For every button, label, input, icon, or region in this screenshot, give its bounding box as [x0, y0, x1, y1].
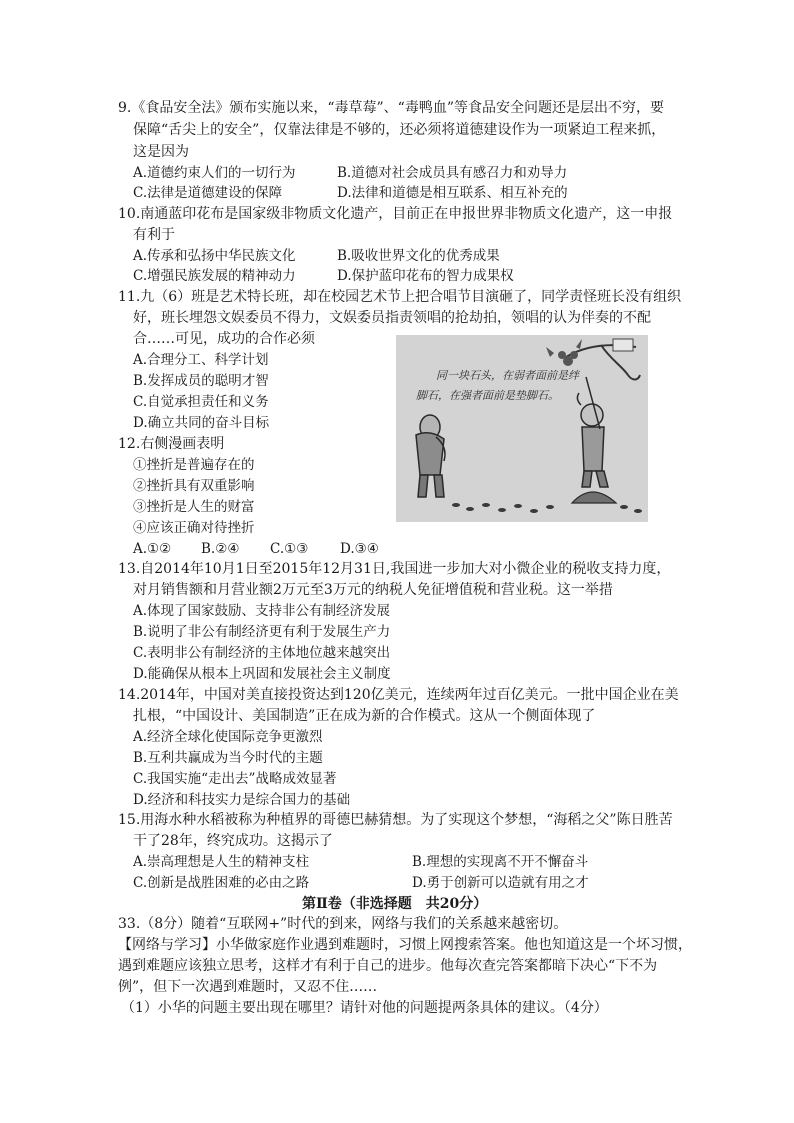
q11-option-b: B.发挥成员的聪明才智	[133, 373, 269, 389]
q13-stem-line1: 13.自2014年10月1日至2015年12月31日,我国进一步加大对小微企业的税收支持力度，	[118, 561, 671, 577]
q33-para-line2: 遇到难题应该独立思考，这样才有利于自己的进步。他每次查完答案都暗下决心“下不为	[118, 958, 658, 974]
q33-para-line3: 例”，但下一次遇到难题时，又忍不住……	[118, 979, 378, 995]
q14-option-a: A.经济全球化使国际竞争更激烈	[133, 729, 323, 745]
q10-option-c: C.增强民族发展的精神动力	[133, 268, 296, 284]
q12-option-c: C.①③	[270, 541, 309, 557]
q33-para-line1: 【网络与学习】小华做家庭作业遇到难题时，习惯上网搜索答案。他也知道这是一个坏习惯，	[118, 937, 692, 953]
q11-option-a: A.合理分工、科学计划	[133, 352, 269, 368]
q13-option-b: B.说明了非公有制经济更有利于发展生产力	[133, 624, 391, 640]
q12-option-d: D.③④	[340, 541, 379, 557]
q11-stem-line3: 合……可见，成功的合作必须	[133, 331, 315, 347]
cartoon-caption-line2: 脚石，在强者面前是垫脚石。	[416, 389, 559, 402]
q10-stem-line1: 10.南通蓝印花布是国家级非物质文化遗产，目前正在申报世界非物质文化遗产，这一申报	[118, 206, 673, 222]
q12-option-a: A.①②	[133, 541, 172, 557]
q14-option-b: B.互利共赢成为当今时代的主题	[133, 750, 323, 766]
q9-option-d: D.法律和道德是相互联系、相互补充的	[337, 185, 568, 201]
q10-stem-line2: 有利于	[133, 227, 175, 243]
q13-option-a: A.体现了国家鼓励、支持非公有制经济发展	[133, 603, 391, 619]
q11-option-c: C.自觉承担责任和义务	[133, 394, 269, 410]
q10-option-a: A.传承和弘扬中华民族文化	[133, 248, 296, 264]
tag-icon	[613, 339, 633, 351]
q10-option-b: B.吸收世界文化的优秀成果	[337, 248, 500, 264]
q15-option-d: D.勇于创新可以造就有用之才	[412, 875, 589, 891]
q12-item-3: ③挫折是人生的财富	[133, 499, 255, 515]
q10-option-d: D.保护蓝印花布的智力成果权	[337, 268, 514, 284]
q12-item-1: ①挫折是普遍存在的	[133, 457, 255, 473]
q12-option-b: B.②④	[201, 541, 240, 557]
q15-option-c: C.创新是战胜困难的必由之路	[133, 875, 310, 891]
q9-stem-line3: 这是因为	[133, 144, 189, 160]
q14-option-d: D.经济和科技实力是综合国力的基础	[133, 792, 351, 808]
q14-option-c: C.我国实施“走出去”战略成效显著	[133, 771, 337, 787]
q9-stem-line2: 保障“舌尖上的安全”，仅靠法律是不够的，还必须将道德建设作为一项紧迫工程来抓，	[133, 122, 666, 138]
q13-stem-line2: 对月销售额和月营业额2万元至3万元的纳税人免征增值税和营业税。这一举措	[133, 582, 613, 598]
q14-stem-line2: 扎根，“中国设计、美国制造”正在成为新的合作模式。这从一个侧面体现了	[133, 708, 596, 724]
section-2-title: 第Ⅱ卷（非选择题 共20分）	[302, 896, 488, 912]
q11-option-d: D.确立共同的奋斗目标	[133, 415, 270, 431]
cartoon-illustration	[396, 335, 648, 522]
q15-stem-line2: 干了28年，终究成功。这揭示了	[133, 833, 333, 849]
q15-option-a: A.崇高理想是人生的精神支柱	[133, 854, 310, 870]
q9-option-b: B.道德对社会成员具有感召力和劝导力	[337, 165, 568, 181]
cartoon-drawing	[396, 335, 648, 522]
cartoon-caption-line1: 同一块石头，在弱者面前是绊	[436, 369, 579, 382]
q33-intro: 33.（8分）随着“互联网+”时代的到来，网络与我们的关系越来越密切。	[118, 916, 568, 932]
q12-item-2: ②挫折具有双重影响	[133, 478, 255, 494]
q14-stem-line1: 14.2014年，中国对美直接投资达到120亿美元，连续两年过百亿美元。一批中国企业在美	[118, 687, 679, 703]
q12-item-4: ④应该正确对待挫折	[133, 520, 255, 536]
q12-stem: 12.右侧漫画表明	[118, 436, 225, 452]
q9-option-a: A.道德约束人们的一切行为	[133, 165, 296, 181]
q13-option-d: D.能确保从根本上巩固和发展社会主义制度	[133, 666, 391, 682]
q11-stem-line1: 11.九（6）班是艺术特长班，却在校园艺术节上把合唱节目演砸了，同学责怪班长没有组织	[118, 289, 682, 305]
q9-option-c: C.法律是道德建设的保障	[133, 185, 283, 201]
q15-stem-line1: 15.用海水种水稻被称为种植界的哥德巴赫猜想。为了实现这个梦想，“海稻之父”陈日胜苦	[118, 812, 673, 828]
q13-option-c: C.表明非公有制经济的主体地位越来越突出	[133, 645, 391, 661]
q9-stem-line1: 9.《食品安全法》颁布实施以来，“毒草莓”、“毒鸭血”等食品安全问题还是层出不穷，要	[118, 100, 664, 116]
q33-sub-question-1: （1）小华的问题主要出现在哪里？请针对他的问题提两条具体的建议。（4分）	[121, 1000, 608, 1016]
q11-stem-line2: 好，班长埋怨文娱委员不得力，文娱委员指责领唱的抢劫拍，领唱的认为伴奏的不配	[133, 310, 651, 326]
q15-option-b: B.理想的实现离不开不懈奋斗	[412, 854, 589, 870]
